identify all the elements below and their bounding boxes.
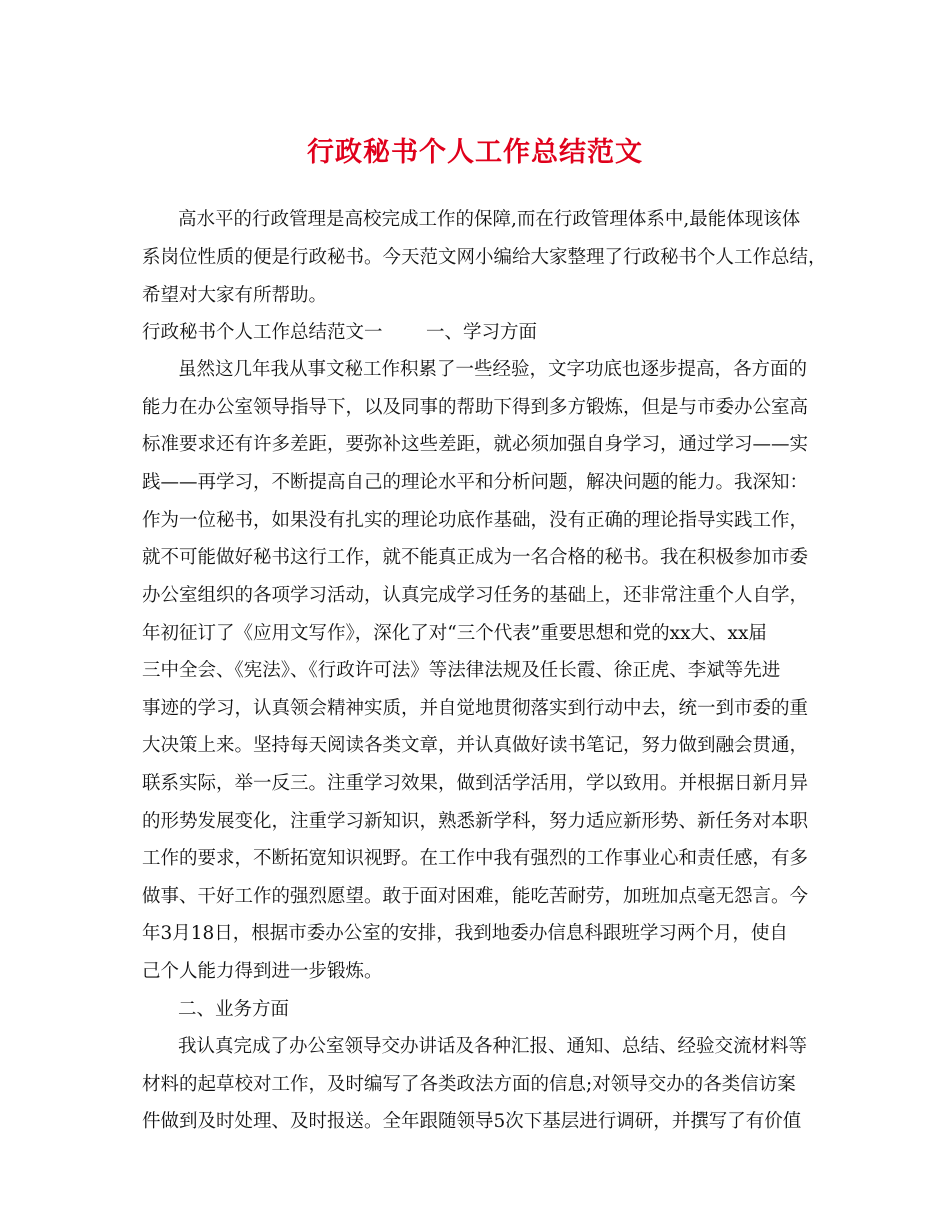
study-line: 标准要求还有许多差距，要弥补这些差距，就必须加强自身学习，通过学习——实 [142, 434, 809, 455]
document-title: 行政秘书个人工作总结范文 [307, 137, 643, 168]
study-line: 作为一位秘书，如果没有扎实的理论功底作基础，没有正确的理论指导实践工作， [142, 510, 809, 531]
study-line: 办公室组织的各项学习活动，认真完成学习任务的基础上，还非常注重个人自学， [142, 585, 809, 606]
heading-business: 二、业务方面 [178, 999, 290, 1020]
study-line: 践——再学习，不断提高自己的理论水平和分析问题，解决问题的能力。我深知： [142, 472, 809, 493]
study-line: 能力在办公室领导指导下，以及同事的帮助下得到多方锻炼，但是与市委办公室高 [142, 397, 809, 418]
study-line: 做事、干好工作的强烈愿望。敢于面对困难，能吃苦耐劳，加班加点毫无怨言。今 [142, 886, 809, 907]
study-line: 的形势发展变化，注重学习新知识，熟悉新学科，努力适应新形势、新任务对本职 [142, 811, 809, 832]
study-line: 工作的要求，不断拓宽知识视野。在工作中我有强烈的工作事业心和责任感，有多 [142, 848, 809, 869]
study-line: 年3月18日，根据市委办公室的安排，我到地委办信息科跟班学习两个月，使自 [142, 923, 788, 944]
business-line: 件做到及时处理、及时报送。全年跟随领导5次下基层进行调研，并撰写了有价值 [142, 1111, 802, 1132]
intro-line: 系岗位性质的便是行政秘书。今天范文网小编给大家整理了行政秘书个人工作总结， [142, 247, 827, 268]
study-line: 年初征订了《应用文写作》，深化了对“三个代表”重要思想和党的xx大、xx届 [142, 623, 767, 644]
section-label: 行政秘书个人工作总结范文一 [142, 322, 383, 343]
intro-line: 高水平的行政管理是高校完成工作的保障,而在行政管理体系中,最能体现该体 [178, 209, 801, 230]
study-line: 大决策上来。坚持每天阅读各类文章，并认真做好读书笔记，努力做到融会贯通， [142, 735, 809, 756]
study-line: 虽然这几年我从事文秘工作积累了一些经验，文字功底也逐步提高，各方面的 [178, 359, 808, 380]
intro-line: 希望对大家有所帮助。 [142, 285, 328, 306]
study-line: 三中全会、《宪法》、《行政许可法》等法律法规及任长霞、徐正虎、李斌等先进 [142, 660, 781, 681]
study-line: 就不可能做好秘书这行工作，就不能真正成为一名合格的秘书。我在积极参加市委 [142, 547, 809, 568]
heading-study: 一、学习方面 [426, 322, 538, 343]
business-line: 材料的起草校对工作，及时编写了各类政法方面的信息;对领导交办的各类信访案 [142, 1074, 796, 1095]
study-line: 己个人能力得到进一步锻炼。 [142, 961, 383, 982]
study-line: 事迹的学习，认真领会精神实质，并自觉地贯彻落实到行动中去，统一到市委的重 [142, 698, 809, 719]
study-line: 联系实际，举一反三。注重学习效果，做到活学活用，学以致用。并根据日新月异 [142, 773, 809, 794]
business-line: 我认真完成了办公室领导交办讲话及各种汇报、通知、总结、经验交流材料等 [178, 1036, 808, 1057]
